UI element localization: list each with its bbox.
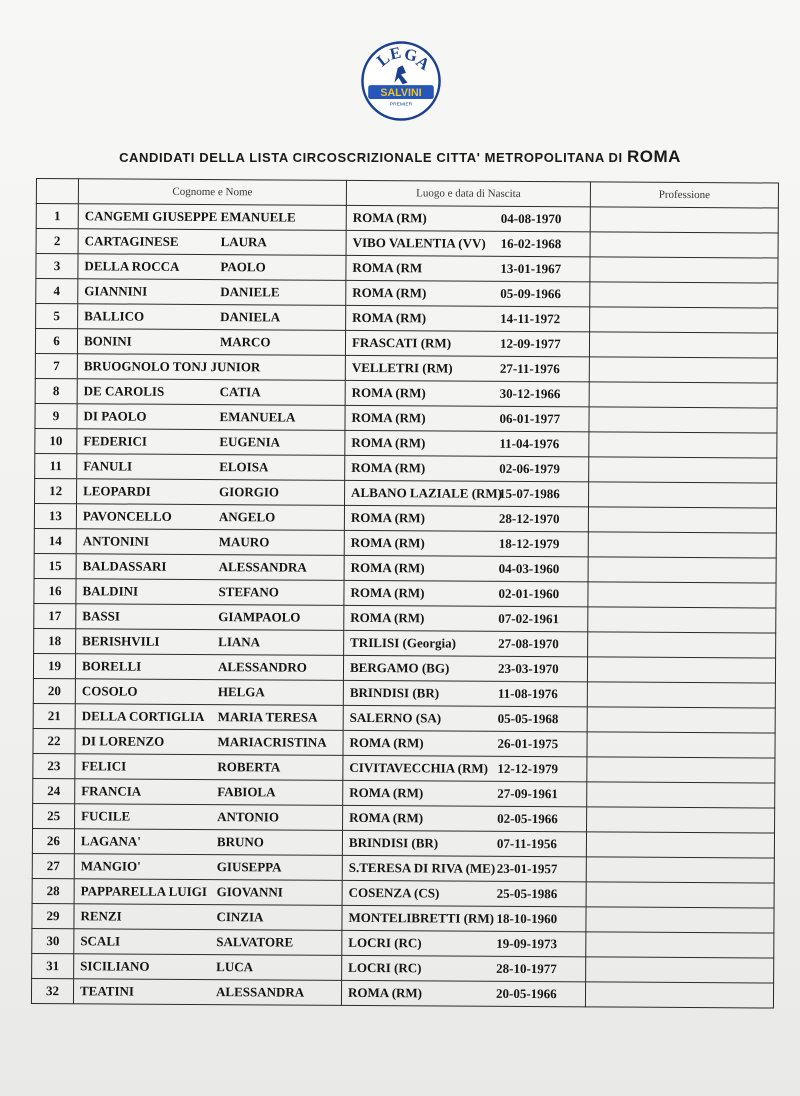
candidate-profession	[589, 482, 777, 508]
candidate-birth	[343, 780, 587, 806]
candidate-number: 4	[36, 279, 78, 304]
svg-text:SALVINI: SALVINI	[380, 86, 422, 99]
candidate-given-name: GIORGIO	[219, 484, 280, 500]
candidate-surname: PAPPARELLA LUIGI	[80, 883, 207, 900]
candidate-number: 27	[32, 853, 74, 878]
candidate-profession	[587, 732, 775, 758]
candidate-surname: SICILIANO	[80, 958, 150, 974]
candidate-given-name: SALVATORE	[216, 934, 294, 950]
candidate-birth	[344, 580, 588, 606]
candidate-birthplace: ROMA (RM)	[349, 734, 424, 751]
candidates-table	[31, 178, 779, 1009]
candidate-birth	[344, 530, 588, 556]
candidate-given-name: CATIA	[219, 384, 261, 400]
candidate-birthplace: VELLETRI (RM)	[351, 359, 453, 376]
candidate-profession	[590, 307, 778, 333]
candidate-birthdate: 05-09-1966	[500, 285, 562, 302]
candidate-given-name: CINZIA	[216, 909, 264, 925]
candidate-birthdate: 07-02-1961	[498, 610, 560, 627]
candidate-name	[75, 779, 343, 806]
candidate-name	[74, 954, 342, 981]
candidate-given-name: STEFANO	[218, 584, 279, 600]
candidate-given-name: MAURO	[218, 534, 270, 550]
candidate-birthplace: ROMA (RM	[352, 259, 423, 276]
candidate-birthplace: BRINDISI (BR)	[348, 834, 439, 851]
candidate-birth	[342, 880, 586, 906]
candidate-given-name: EMANUELA	[219, 409, 296, 425]
candidate-surname: BRUOGNOLO TONJ JUNIOR	[83, 358, 261, 375]
candidate-number: 10	[35, 428, 77, 453]
candidate-birth	[343, 705, 587, 731]
candidate-birthplace: ROMA (RM)	[350, 534, 425, 551]
candidate-birthplace: S.TERESA DI RIVA (ME)	[348, 859, 496, 876]
candidate-number: 30	[32, 928, 74, 953]
column-header-number	[36, 179, 78, 204]
candidate-given-name: MARCO	[219, 334, 271, 350]
candidate-given-name: GIUSEPPA	[216, 859, 282, 875]
candidate-birthdate: 26-01-1975	[497, 735, 559, 752]
candidate-birthplace: TRILISI (Georgia)	[350, 634, 457, 651]
candidate-name	[78, 229, 346, 256]
candidate-birthdate: 05-05-1968	[497, 710, 559, 727]
candidate-profession	[585, 982, 773, 1008]
candidate-birthplace: CIVITAVECCHIA (RM)	[349, 759, 489, 776]
candidate-given-name: MARIA TERESA	[217, 709, 318, 725]
candidate-birthdate: 25-05-1986	[496, 885, 558, 902]
candidate-number: 7	[35, 353, 77, 378]
candidate-given-name: MARIACRISTINA	[217, 734, 327, 750]
candidate-name	[77, 479, 345, 506]
candidate-number: 9	[35, 403, 77, 428]
candidate-profession	[589, 432, 777, 458]
candidate-surname: RENZI	[80, 908, 122, 924]
candidate-profession	[590, 282, 778, 308]
candidate-profession	[586, 907, 774, 933]
candidate-number: 17	[34, 603, 76, 628]
candidate-name	[77, 429, 345, 456]
title-city: ROMA	[626, 147, 681, 166]
svg-text:A: A	[412, 51, 434, 74]
candidate-birthdate: 18-12-1979	[498, 535, 560, 552]
candidate-birthdate: 20-05-1966	[495, 985, 557, 1002]
candidate-birthplace: FRASCATI (RM)	[351, 334, 452, 351]
candidate-profession	[587, 807, 775, 833]
candidate-birth	[342, 830, 586, 856]
candidate-profession	[589, 357, 777, 383]
svg-text:E: E	[388, 42, 403, 64]
lega-salvini-logo	[360, 40, 442, 122]
candidate-birth	[346, 230, 590, 256]
candidate-given-name: ALESSANDRA	[218, 559, 307, 575]
column-header-birth: Luogo e data di Nascita	[346, 180, 590, 206]
candidate-birthplace: ALBANO LAZIALE (RM)	[351, 484, 503, 501]
candidate-birth	[345, 455, 589, 481]
candidate-birth	[342, 855, 586, 881]
candidate-birth	[345, 430, 589, 456]
candidate-profession	[590, 232, 778, 258]
candidate-profession	[586, 932, 774, 958]
candidate-number: 6	[35, 329, 77, 354]
candidate-given-name: HELGA	[217, 684, 265, 700]
candidate-profession	[587, 657, 775, 683]
candidate-birthplace: ROMA (RM)	[352, 209, 427, 226]
candidate-surname: CARTAGINESE	[84, 233, 179, 249]
candidate-surname: CANGEMI GIUSEPPE EMANUELE	[84, 208, 296, 225]
candidate-name	[78, 204, 346, 231]
candidate-birthdate: 28-10-1977	[496, 960, 557, 977]
candidate-birth	[342, 905, 586, 931]
candidate-name	[75, 729, 343, 756]
candidate-surname: FANULI	[83, 458, 133, 474]
candidate-profession	[586, 957, 774, 983]
candidate-birthplace: ROMA (RM)	[349, 784, 424, 801]
candidate-number: 3	[36, 254, 78, 279]
candidate-profession	[590, 207, 778, 233]
candidate-number: 32	[31, 978, 73, 1003]
candidate-name	[74, 929, 342, 956]
candidate-number: 21	[33, 703, 75, 728]
candidate-number: 23	[33, 753, 75, 778]
candidate-profession	[589, 332, 777, 358]
candidate-given-name: PAOLO	[220, 259, 266, 275]
candidate-given-name: ANTONIO	[217, 809, 280, 825]
candidate-birthplace: ROMA (RM)	[352, 284, 427, 301]
candidate-profession	[588, 582, 776, 608]
candidate-birth	[343, 680, 587, 706]
candidate-profession	[588, 632, 776, 658]
candidate-birthdate: 11-08-1976	[497, 685, 558, 702]
candidate-name	[77, 454, 345, 481]
candidate-name	[74, 829, 342, 856]
candidate-surname: BALDINI	[82, 583, 139, 599]
candidates-table-body	[31, 204, 778, 1009]
candidate-birthdate: 12-09-1977	[499, 335, 561, 352]
candidate-profession	[589, 457, 777, 483]
candidate-name	[78, 279, 346, 306]
candidate-profession	[587, 757, 775, 783]
candidate-birthdate: 02-05-1966	[497, 810, 558, 827]
title-prefix: CANDIDATI DELLA LISTA CIRCOSCRIZIONALE CITTA' METROPOLITANA DI	[119, 150, 623, 165]
candidate-name	[75, 804, 343, 831]
candidate-profession	[588, 557, 776, 583]
candidate-surname: DELLA ROCCA	[84, 258, 180, 274]
candidate-name	[74, 879, 342, 906]
candidate-given-name: LAURA	[220, 234, 267, 250]
candidate-profession	[587, 707, 775, 733]
candidate-profession	[588, 532, 776, 558]
candidate-surname: FRANCIA	[81, 783, 142, 799]
candidate-birthplace: ROMA (RM)	[347, 984, 423, 1001]
candidate-birthplace: ROMA (RM)	[350, 609, 425, 626]
candidate-given-name: ELOISA	[219, 459, 269, 475]
candidate-name	[78, 304, 346, 331]
candidate-surname: BASSI	[82, 608, 120, 624]
candidate-birth	[346, 280, 590, 306]
candidate-name	[75, 754, 343, 781]
candidate-birth	[345, 405, 589, 431]
column-header-profession: Professione	[590, 182, 778, 208]
candidate-birthdate: 23-01-1957	[496, 860, 558, 877]
candidate-number: 11	[35, 453, 77, 478]
svg-text:G: G	[402, 44, 420, 66]
candidate-profession	[588, 607, 776, 633]
candidate-name	[76, 629, 344, 656]
candidate-surname: BONINI	[83, 333, 132, 349]
candidate-name	[73, 979, 341, 1006]
candidate-surname: GIANNINI	[84, 283, 148, 299]
candidate-birth	[344, 555, 588, 581]
candidate-birth	[343, 730, 587, 756]
candidate-name	[76, 504, 344, 531]
candidate-birthplace: ROMA (RM)	[349, 809, 424, 826]
candidate-surname: PAVONCELLO	[82, 508, 172, 524]
candidate-birth	[341, 980, 585, 1006]
candidate-birth	[343, 755, 587, 781]
candidate-birthdate: 04-08-1970	[500, 210, 562, 227]
candidate-number: 20	[33, 678, 75, 703]
candidate-given-name: LUCA	[216, 959, 254, 975]
candidate-birthdate: 02-06-1979	[499, 460, 560, 477]
candidate-given-name: EUGENIA	[219, 434, 281, 450]
candidate-number: 13	[34, 503, 76, 528]
candidate-birthdate: 28-12-1970	[498, 510, 560, 527]
candidate-number: 16	[34, 578, 76, 603]
candidate-birthdate: 16-02-1968	[500, 235, 562, 252]
candidate-name	[77, 329, 345, 356]
candidate-number: 28	[32, 878, 74, 903]
candidate-birth	[346, 305, 590, 331]
candidate-number: 25	[33, 803, 75, 828]
candidate-number: 26	[32, 828, 74, 853]
candidate-surname: FEDERICI	[83, 433, 148, 449]
candidate-surname: DI LORENZO	[81, 733, 165, 749]
candidate-birth	[345, 355, 589, 381]
candidate-birthplace: COSENZA (CS)	[348, 884, 440, 901]
candidate-number: 19	[33, 653, 75, 678]
candidate-name	[76, 579, 344, 606]
candidate-birth	[346, 255, 590, 281]
candidate-birth	[344, 505, 588, 531]
candidate-birthplace: ROMA (RM)	[351, 434, 426, 451]
document-title	[0, 147, 800, 167]
candidate-birth	[345, 330, 589, 356]
candidate-birthplace: LOCRI (RC)	[348, 959, 422, 976]
candidate-name	[76, 604, 344, 631]
candidate-birthplace: ROMA (RM)	[350, 509, 425, 526]
candidate-surname: BERISHVILI	[82, 633, 160, 649]
candidate-birth	[344, 630, 588, 656]
candidate-birthplace: ROMA (RM)	[350, 559, 425, 576]
candidate-name	[77, 354, 345, 381]
candidate-birthdate: 27-11-1976	[499, 360, 560, 377]
candidate-birthdate: 18-10-1960	[496, 910, 558, 927]
candidate-given-name: ROBERTA	[217, 759, 281, 775]
candidate-surname: FELICI	[81, 758, 127, 774]
candidate-birthdate: 19-09-1973	[496, 935, 558, 952]
candidate-given-name: ALESSANDRO	[217, 659, 307, 675]
candidate-name	[75, 704, 343, 731]
candidate-profession	[586, 857, 774, 883]
candidate-birth	[343, 655, 587, 681]
candidate-birthdate: 07-11-1956	[496, 835, 557, 852]
candidate-given-name: DANIELE	[220, 284, 280, 300]
column-header-name: Cognome e Nome	[78, 179, 346, 206]
candidate-given-name: LIANA	[218, 634, 261, 650]
candidate-profession	[589, 382, 777, 408]
candidate-name	[77, 379, 345, 406]
candidate-birthplace: BRINDISI (BR)	[349, 684, 440, 701]
candidate-profession	[589, 407, 777, 433]
candidate-given-name: FABIOLA	[217, 784, 276, 800]
candidate-number: 8	[35, 378, 77, 403]
candidate-given-name: BRUNO	[216, 834, 264, 850]
candidate-birth	[346, 205, 590, 231]
candidate-birthplace: ROMA (RM)	[351, 384, 426, 401]
candidate-surname: BALDASSARI	[82, 558, 167, 574]
candidate-number: 24	[33, 778, 75, 803]
candidate-birth	[342, 955, 586, 981]
svg-text:PREMIER: PREMIER	[389, 102, 413, 108]
candidate-surname: LEOPARDI	[83, 483, 151, 499]
candidate-birthdate: 12-12-1979	[497, 760, 559, 777]
candidate-birthplace: MONTELIBRETTI (RM)	[348, 909, 495, 926]
candidate-birth	[345, 480, 589, 506]
candidate-birthdate: 30-12-1966	[499, 385, 561, 402]
svg-text:L: L	[372, 48, 394, 71]
candidate-profession	[586, 882, 774, 908]
candidate-birthplace: VIBO VALENTIA (VV)	[352, 234, 486, 251]
candidate-number: 12	[35, 478, 77, 503]
candidate-birthplace: BERGAMO (BG)	[349, 659, 450, 676]
candidate-name	[76, 529, 344, 556]
candidate-profession	[586, 832, 774, 858]
candidate-birthdate: 06-01-1977	[499, 410, 561, 427]
candidate-birthplace: ROMA (RM)	[352, 309, 427, 326]
candidate-given-name: ANGELO	[218, 509, 276, 525]
candidate-surname: DE CAROLIS	[83, 383, 165, 399]
candidate-surname: LAGANA'	[80, 833, 141, 849]
candidate-birth	[343, 805, 587, 831]
candidate-surname: COSOLO	[81, 683, 138, 699]
candidate-number: 31	[32, 953, 74, 978]
candidate-surname: FUCILE	[81, 808, 131, 824]
candidate-given-name: GIAMPAOLO	[218, 609, 301, 625]
candidate-name	[78, 254, 346, 281]
candidate-number: 14	[34, 528, 76, 553]
candidate-profession	[587, 682, 775, 708]
candidate-birthdate: 23-03-1970	[497, 660, 559, 677]
candidate-given-name: GIOVANNI	[216, 884, 283, 900]
candidate-surname: MANGIO'	[80, 858, 141, 874]
candidate-name	[75, 654, 343, 681]
candidate-birthdate: 14-11-1972	[500, 310, 561, 327]
candidate-birthdate: 04-03-1960	[498, 560, 560, 577]
candidate-birthdate: 15-07-1986	[499, 485, 560, 502]
candidate-surname: TEATINI	[79, 983, 135, 999]
candidate-name	[77, 404, 345, 431]
candidate-surname: BALLICO	[84, 308, 145, 324]
candidate-birthplace: ROMA (RM)	[350, 584, 425, 601]
candidate-number: 29	[32, 903, 74, 928]
candidate-number: 15	[34, 553, 76, 578]
candidate-birthdate: 02-01-1960	[498, 585, 560, 602]
candidate-number: 5	[36, 304, 78, 329]
candidate-number: 1	[36, 204, 78, 229]
candidate-given-name: ALESSANDRA	[215, 984, 305, 1000]
candidate-birthplace: ROMA (RM)	[351, 459, 426, 476]
candidate-profession	[590, 257, 778, 283]
candidate-birthplace: ROMA (RM)	[351, 409, 426, 426]
candidate-name	[74, 854, 342, 881]
candidate-birth	[342, 930, 586, 956]
candidate-surname: ANTONINI	[82, 533, 150, 549]
candidate-profession	[588, 507, 776, 533]
candidate-profession	[587, 782, 775, 808]
candidate-surname: BORELLI	[81, 658, 142, 674]
candidate-number: 2	[36, 229, 78, 254]
candidate-birthdate: 13-01-1967	[500, 260, 562, 277]
candidate-birth	[344, 605, 588, 631]
candidate-birthdate: 11-04-1976	[499, 435, 560, 452]
candidate-number: 18	[34, 628, 76, 653]
candidate-surname: DI PAOLO	[83, 408, 147, 424]
table-row	[31, 978, 773, 1008]
candidate-name	[76, 554, 344, 581]
candidate-surname: DELLA CORTIGLIA	[81, 708, 205, 725]
candidate-name	[74, 904, 342, 931]
candidate-birthplace: SALERNO (SA)	[349, 709, 442, 726]
candidate-birthplace: LOCRI (RC)	[348, 934, 422, 951]
candidate-given-name: DANIELA	[220, 309, 281, 325]
candidate-birthdate: 27-08-1970	[498, 635, 559, 652]
candidate-birthdate: 27-09-1961	[497, 785, 558, 802]
candidate-birth	[345, 380, 589, 406]
candidate-surname: SCALI	[80, 933, 121, 949]
candidate-number: 22	[33, 728, 75, 753]
candidate-name	[75, 679, 343, 706]
